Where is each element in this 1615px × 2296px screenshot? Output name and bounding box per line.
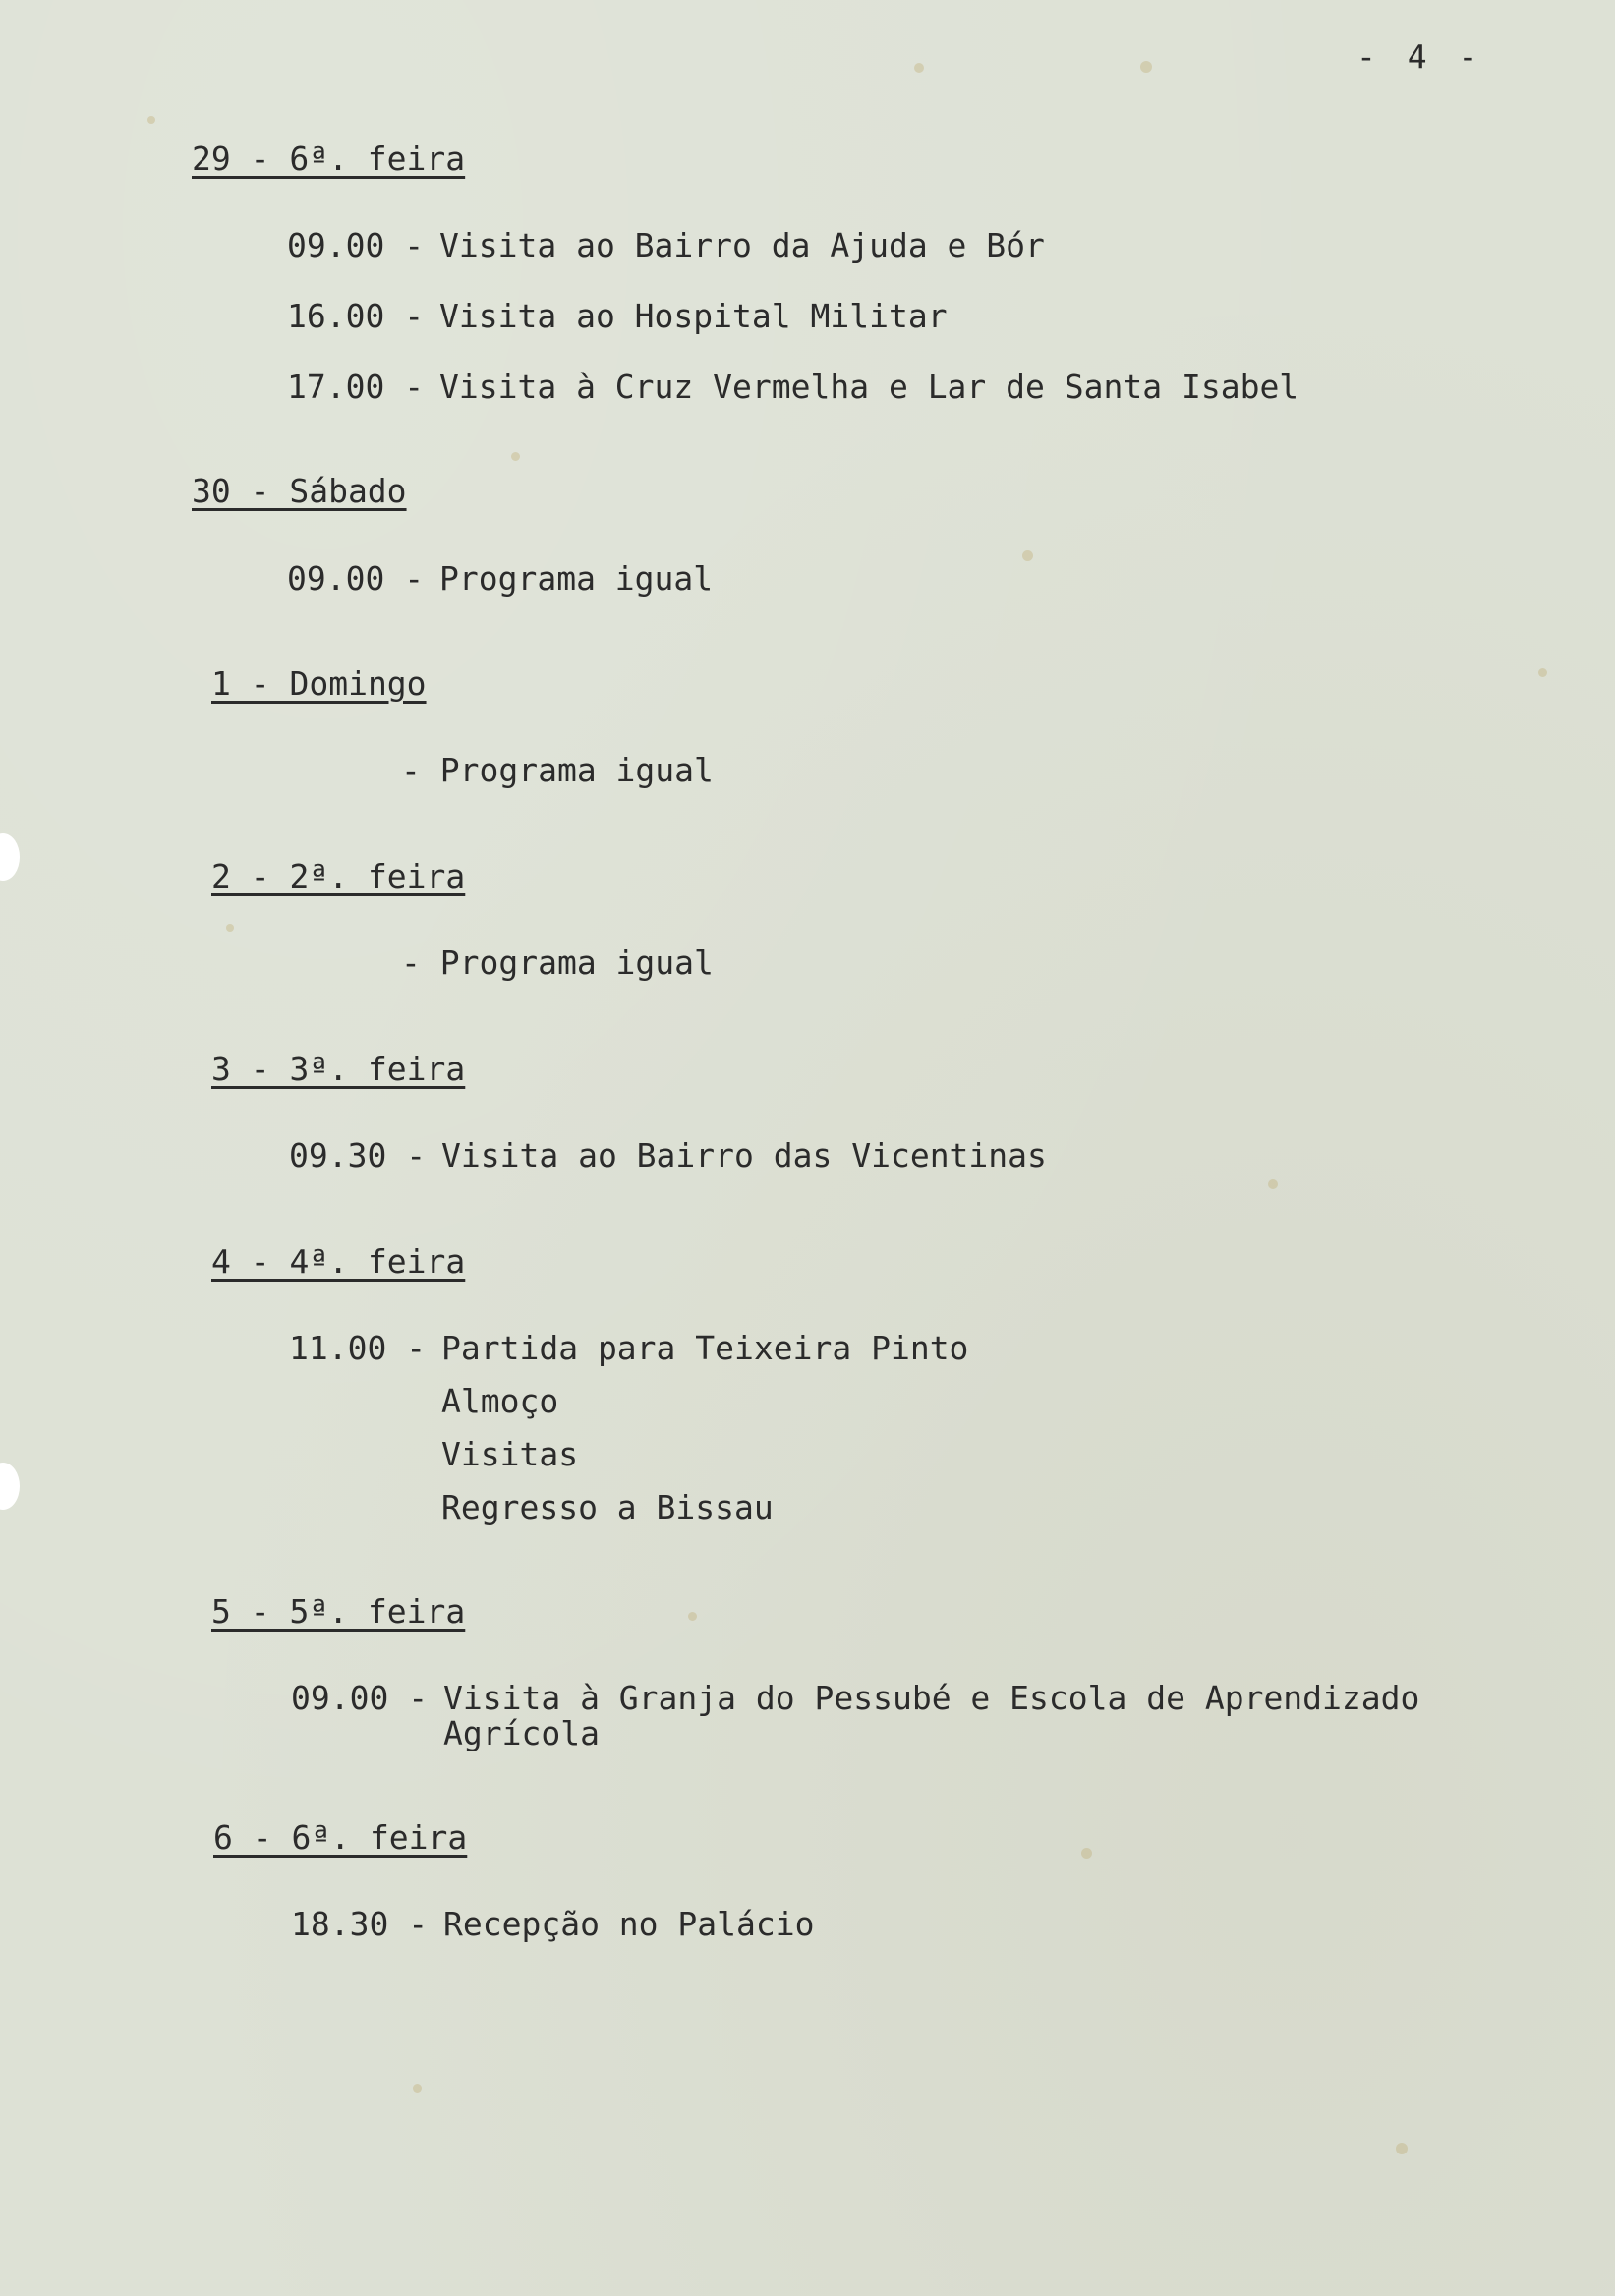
schedule-entry [401, 944, 714, 982]
entry-time: 09.00 - [287, 226, 425, 264]
day-heading-2: 2 - 2ª. feira [211, 857, 466, 895]
schedule-entry [443, 1714, 600, 1752]
day-heading-5: 5 - 5ª. feira [211, 1592, 466, 1631]
paper-speck [1022, 550, 1033, 561]
entry-time: 09.00 - [291, 1679, 429, 1717]
day-heading-3: 3 - 3ª. feira [211, 1050, 466, 1088]
paper-speck [147, 116, 155, 124]
day-heading-30: 30 - Sábado [192, 472, 407, 510]
entry-text: Partida para Teixeira Pinto [441, 1329, 969, 1367]
entry-text: Visita ao Bairro da Ajuda e Bór [439, 226, 1045, 264]
entry-text: Programa igual [439, 559, 714, 598]
entry-text: Regresso a Bissau [441, 1488, 774, 1526]
day-heading-4: 4 - 4ª. feira [211, 1242, 466, 1281]
paper-speck [1268, 1179, 1278, 1189]
paper-speck [1538, 668, 1547, 677]
entry-text: Visita à Cruz Vermelha e Lar de Santa Isabel [439, 368, 1299, 406]
day-heading-1: 1 - Domingo [211, 664, 427, 703]
schedule-entry [287, 559, 713, 598]
entry-time: - [401, 944, 421, 982]
schedule-entry [287, 368, 1298, 406]
schedule-entry [441, 1488, 774, 1526]
schedule-entry [401, 751, 714, 789]
entry-text: Agrícola [443, 1714, 600, 1752]
schedule-entry [291, 1679, 1419, 1717]
paper-speck [1081, 1848, 1092, 1859]
page-number: - 4 - [1356, 37, 1484, 76]
paper-speck [413, 2084, 422, 2093]
schedule-entry [287, 226, 1045, 264]
entry-time: 16.00 - [287, 297, 425, 335]
paper-speck [511, 452, 520, 461]
paper-speck [914, 63, 924, 73]
schedule-entry [441, 1435, 578, 1473]
punch-hole-upper [0, 833, 20, 881]
day-heading-6: 6 - 6ª. feira [213, 1818, 468, 1857]
entry-time: 09.00 - [287, 559, 425, 598]
paper-speck [1396, 2143, 1408, 2154]
entry-time: - [401, 751, 421, 789]
entry-text: Visitas [441, 1435, 579, 1473]
entry-text: Programa igual [439, 751, 714, 789]
entry-text: Almoço [441, 1382, 559, 1420]
entry-text: Programa igual [439, 944, 714, 982]
paper-speck [1140, 61, 1152, 73]
entry-time: 17.00 - [287, 368, 425, 406]
entry-text: Visita à Granja do Pessubé e Escola de Aprendizado [443, 1679, 1420, 1717]
schedule-entry [289, 1136, 1047, 1175]
schedule-entry [291, 1905, 815, 1943]
punch-hole-lower [0, 1463, 20, 1510]
entry-time: 18.30 - [291, 1905, 429, 1943]
entry-text: Visita ao Hospital Militar [439, 297, 948, 335]
entry-time: 11.00 - [289, 1329, 427, 1367]
schedule-entry [287, 297, 948, 335]
entry-time: 09.30 - [289, 1136, 427, 1175]
paper-speck [688, 1612, 697, 1621]
schedule-entry [289, 1329, 968, 1367]
day-heading-29: 29 - 6ª. feira [192, 140, 466, 178]
entry-text: Visita ao Bairro das Vicentinas [441, 1136, 1047, 1175]
paper-speck [226, 924, 234, 932]
schedule-entry [441, 1382, 558, 1420]
entry-text: Recepção no Palácio [443, 1905, 815, 1943]
